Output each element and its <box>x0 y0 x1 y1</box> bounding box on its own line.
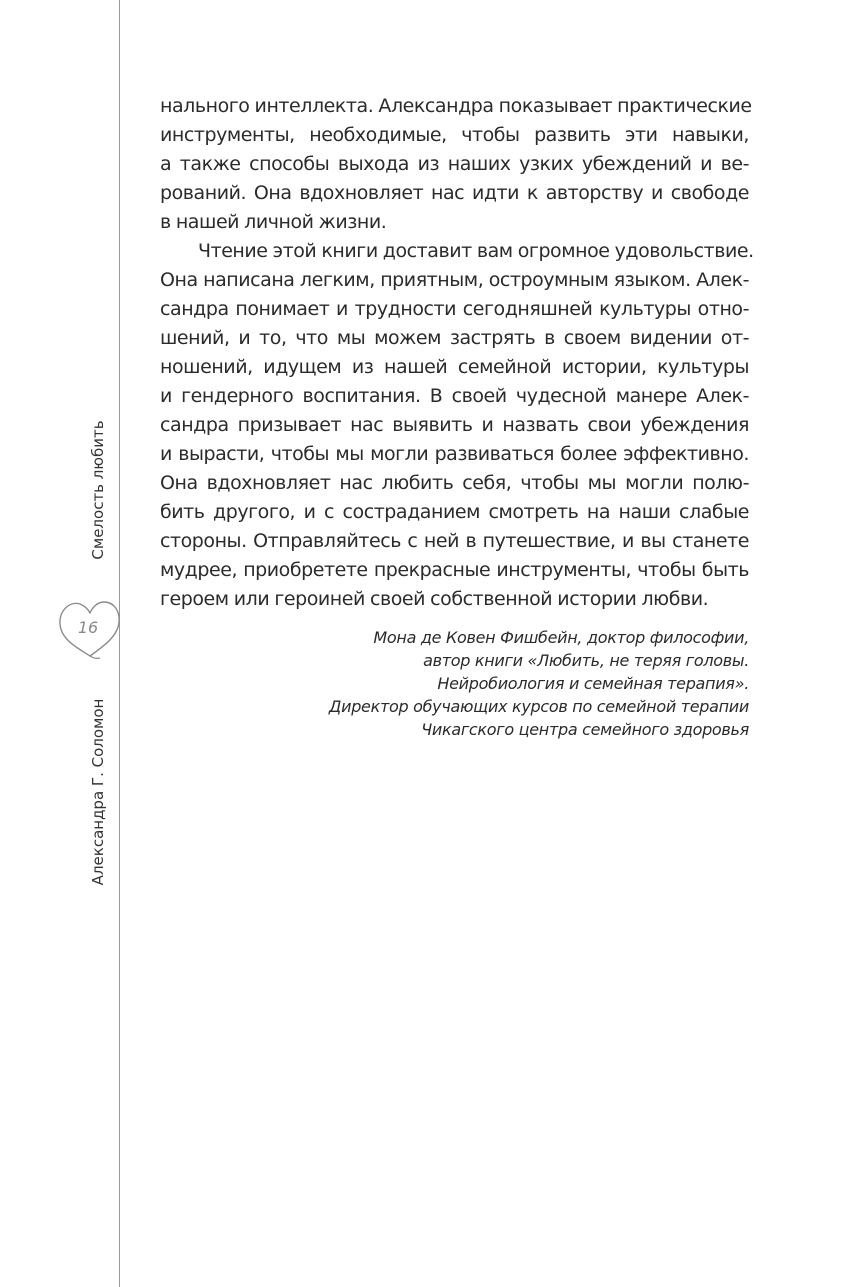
text-line: Она написана легким, приятным, остроумным языком. Алек- <box>160 269 749 291</box>
text-line: Чтение этой книги доставит вам огромное удовольствие. <box>198 240 754 262</box>
attribution-line: автор книги «Любить, не теряя головы. <box>423 651 749 670</box>
text-line: ношений, идущем из нашей семейной истории, культуры <box>160 356 749 378</box>
text-line: стороны. Отправляйтесь с ней в путешествие, и вы станете <box>160 530 749 552</box>
text-line: мудрее, приобретете прекрасные инструменты, чтобы быть <box>160 559 749 581</box>
text-line: рований. Она вдохновляет нас идти к авторству и свободе <box>160 182 749 204</box>
text-line: и гендерного воспитания. В своей чудесной манере Алек- <box>160 385 749 407</box>
text-line: а также способы выхода из наших узких убеждений и ве- <box>160 153 749 175</box>
running-head-author: Александра Г. Соломон <box>89 698 107 886</box>
text-line: инструменты, необходимые, чтобы развить эти навыки, <box>160 124 749 146</box>
text-line: героем или героиней своей собственной истории любви. <box>160 588 709 610</box>
text-line: и вырасти, чтобы мы могли развиваться более эффективно. <box>160 443 749 465</box>
paragraph-1 <box>160 92 752 237</box>
attribution-line: Нейробиология и семейная терапия». <box>437 674 749 693</box>
attribution-line: Директор обучающих курсов по семейной терапии <box>328 697 749 716</box>
paragraph-2 <box>160 237 754 614</box>
page-number: 16 <box>77 618 99 637</box>
body-text <box>160 92 754 614</box>
text-line: Она вдохновляет нас любить себя, чтобы мы могли полю- <box>160 472 749 494</box>
text-line: сандра понимает и трудности сегодняшней культуры отно- <box>160 298 749 320</box>
text-line: бить другого, и с состраданием смотреть на наши слабые <box>160 501 749 523</box>
text-line: нального интеллекта. Александра показывает практические <box>160 95 752 117</box>
attribution-line: Мона де Ковен Фишбейн, доктор философии, <box>373 628 749 647</box>
text-line: в нашей личной жизни. <box>160 211 387 233</box>
text-line: шений, и то, что мы можем застрять в своем видении от- <box>160 327 749 349</box>
running-head-book-title: Смелость любить <box>89 420 107 560</box>
attribution-line: Чикагского центра семейного здоровья <box>421 720 749 739</box>
attribution <box>329 626 749 741</box>
text-line: сандра призывает нас выявить и назвать свои убеждения <box>160 414 749 436</box>
